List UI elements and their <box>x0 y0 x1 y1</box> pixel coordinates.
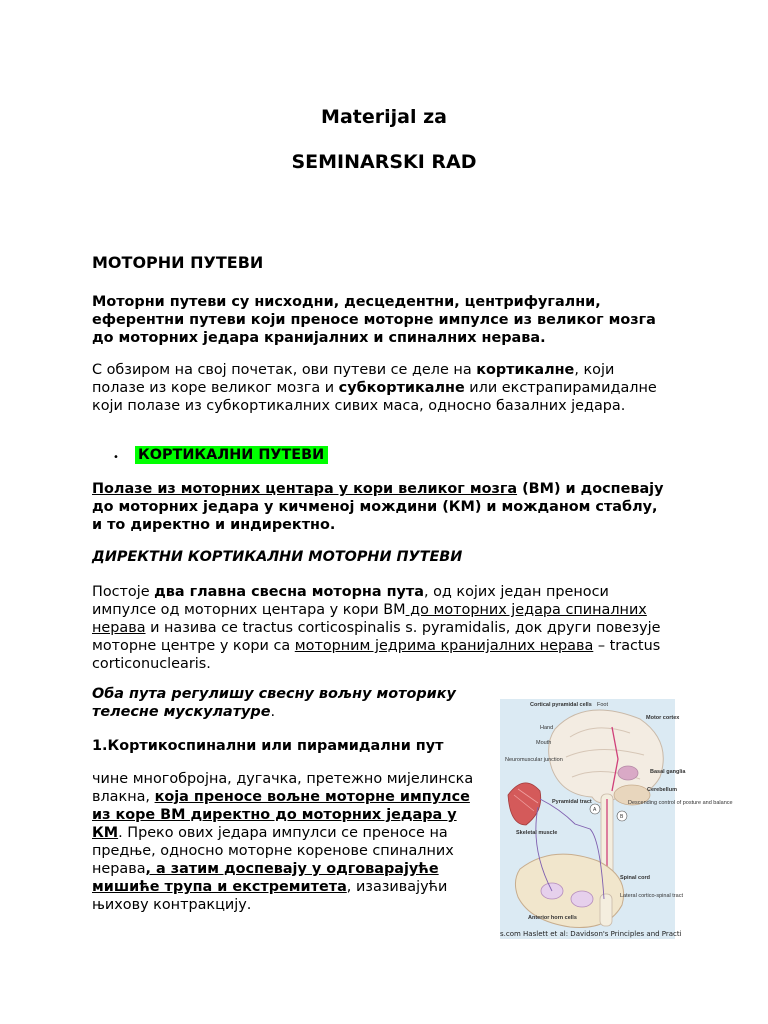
direct-text-4: – tractus corticonuclearis. <box>92 638 661 672</box>
label-spinal-cord: Spinal cord <box>620 875 650 881</box>
cortical-destination-text: (ВМ) и доспевају до моторних једара у кичменој мождини (КМ) и можданом стаблу, и то директно и индиректно. <box>92 481 664 533</box>
label-basal-ganglia: Basal ganglia <box>650 769 686 775</box>
term-subcortical: субкортикалне <box>338 380 465 396</box>
pyramidal-emphasis-2: , а затим доспевају у одговарајуће мишиће трупа и екстремитета <box>92 861 439 895</box>
direct-paths-heading: ДИРЕКТНИ КОРТИКАЛНИ МОТОРНИ ПУТЕВИ <box>92 549 463 565</box>
cortical-paths-heading: КОРТИКАЛНИ ПУТЕВИ <box>135 446 328 464</box>
direct-cranial-link: моторним једрима кранијалних нерава <box>294 638 594 654</box>
label-cerebellum: Cerebellum <box>647 787 677 793</box>
label-foot: Foot <box>597 702 609 708</box>
classification-paragraph <box>92 361 667 415</box>
direct-text-1: Постоје <box>92 584 155 600</box>
section-heading: МОТОРНИ ПУТЕВИ <box>92 253 264 272</box>
term-cortical: кортикалне <box>476 362 575 378</box>
label-mouth: Mouth <box>536 740 552 746</box>
direct-text-3: и назива се tractus corticospinalis s. pyramidalis, док други повезује моторне центре у кори са <box>92 620 661 654</box>
intro-paragraph: Моторни путеви су нисходни, десцедентни, центрифугални, еферентни путеви који преносе моторне импулсе из великог мозга до моторних једара кранијалних и спиналних нерава. <box>92 294 656 346</box>
direct-spinal-link: до моторних једара спиналних нерава <box>92 602 647 636</box>
label-skeletal-muscle: Skeletal muscle <box>516 830 558 836</box>
regulation-note <box>92 685 492 721</box>
pyramidal-text-2: . Преко ових једара импулси се преносе на предње, односно моторне коренове спиналних нерава <box>92 825 454 877</box>
pyramidal-tract-paragraph <box>92 770 484 914</box>
direct-two-paths: два главна свесна моторна пута <box>154 584 424 600</box>
label-neuromuscular-junction: Neuromuscular junction <box>505 757 563 763</box>
pyramidal-text-3: , изазивајући њихову контракцију. <box>92 879 448 913</box>
direct-text-2: , од којих један преноси импулсе од моторних центара у кори ВМ <box>92 584 609 618</box>
label-pyramidal-tract: Pyramidal tract <box>552 799 592 805</box>
document-title-line-2: SEMINARSKI RAD <box>291 151 477 173</box>
classification-text-3: или екстрапирамидалне који полазе из субкортикалних сивих маса, односно базалних једара. <box>92 380 657 414</box>
cortical-paths-paragraph <box>92 480 667 534</box>
document-title-line-1: Materijal za <box>321 106 447 128</box>
classification-text-2: , који полазе из коре великог мозга и <box>92 362 615 396</box>
motor-pathway-figure <box>500 699 733 939</box>
cortical-origin-text: Полазе из моторних центара у кори великог мозга <box>92 481 518 497</box>
regulation-note-end: . <box>270 704 276 720</box>
direct-paths-paragraph <box>92 583 667 673</box>
figure-caption: s.com Haslett et al: Davidson's Principles and Practi <box>500 930 682 938</box>
label-lateral-tract: Lateral cortico-spinal tract <box>620 893 683 899</box>
pyramidal-emphasis-1: која преносе вољне моторне импулсе из коре ВМ директно до моторних једара у КМ <box>92 789 470 841</box>
label-descending-control: Descending control of posture and balance <box>628 800 733 806</box>
bullet-marker: • <box>113 452 119 463</box>
label-hand: Hand <box>540 725 554 731</box>
classification-text-1: С обзиром на свој почетак, ови путеви се деле на <box>92 362 477 378</box>
label-anterior-horn: Anterior horn cells <box>528 915 577 921</box>
pyramidal-tract-heading: 1.Кортикоспинални или пирамидални пут <box>92 738 444 754</box>
regulation-note-text: Оба пута регулишу свесну вољну моторику телесне мускулатуре <box>92 686 456 720</box>
pyramidal-text-1: чине многобројна, дугачка, претежно мијелинска влакна, <box>92 771 474 805</box>
label-cortical-pyramidal: Cortical pyramidal cells <box>530 702 592 708</box>
label-marker-a: A <box>593 807 597 813</box>
label-motor-cortex: Motor cortex <box>646 715 680 721</box>
label-marker-b: B <box>620 814 624 820</box>
